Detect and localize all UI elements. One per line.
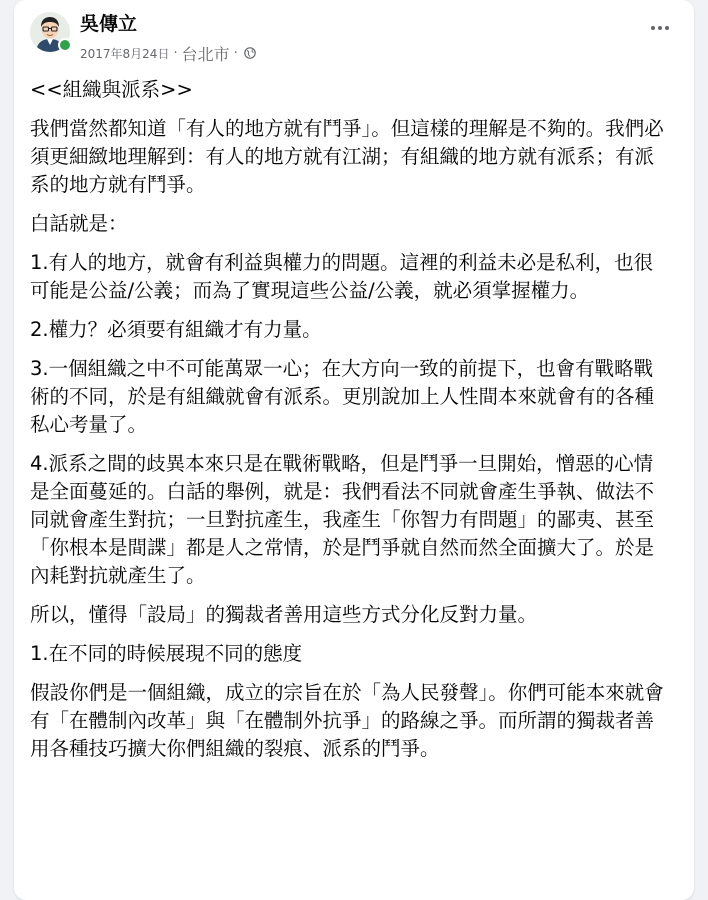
meta-separator-2: · — [233, 45, 238, 61]
globe-icon[interactable] — [244, 47, 256, 59]
more-horizontal-icon — [651, 26, 655, 30]
post-card — [14, 0, 694, 900]
post-paragraph: 白話就是： — [30, 212, 128, 235]
post-paragraph: 2.權力？必須要有組織才有力量。 — [30, 318, 322, 341]
author-name[interactable]: 吳傳立 — [80, 13, 138, 35]
post-paragraph: 1.在不同的時候展現不同的態度 — [30, 642, 303, 665]
post-location[interactable]: 台北市 — [181, 44, 230, 64]
post-paragraph: 所以，懂得「設局」的獨裁者善用這些方式分化反對力量。 — [30, 603, 538, 626]
post-date[interactable]: 2017年8月24日 — [80, 46, 170, 61]
post-body — [30, 76, 666, 774]
post-paragraph: 4.派系之間的歧異本來只是在戰術戰略，但是鬥爭一旦開始，憎惡的心情是全面蔓延的。白話的舉例，就是：我們看法不同就會產生爭執、做法不同就會產生對抗；一旦對抗產生，我產生「你智力有問題」的鄙夷、甚至「你根本是間諜」都是人之常情，於是鬥爭就自然而然全面擴大了。於是內耗對抗就產生了。 — [30, 452, 655, 587]
post-header — [14, 0, 694, 66]
more-options-button[interactable] — [642, 14, 678, 42]
post-paragraph: 3.一個組織之中不可能萬眾一心；在大方向一致的前提下，也會有戰略戰術的不同，於是有組織就會有派系。更別說加上人性間本來就會有的各種私心考量了。 — [30, 357, 655, 436]
post-paragraph: <<組織與派系>> — [30, 78, 193, 101]
post-paragraph: 1.有人的地方，就會有利益與權力的問題。這裡的利益未必是私利，也很可能是公益/公義；而為了實現這些公益/公義，就必須掌握權力。 — [30, 251, 654, 302]
avatar-link[interactable] — [30, 12, 70, 52]
more-horizontal-icon — [658, 26, 662, 30]
meta-separator: · — [173, 45, 178, 61]
post-meta — [80, 44, 256, 62]
post-paragraph: 假設你們是一個組織，成立的宗旨在於「為人民發聲」。你們可能本來就會有「在體制內改革」與「在體制外抗爭」的路線之爭。而所謂的獨裁者善用各種技巧擴大你們組織的裂痕、派系的鬥爭。 — [30, 681, 664, 760]
more-horizontal-icon — [665, 26, 669, 30]
online-status-indicator — [58, 38, 72, 52]
post-paragraph: 我們當然都知道「有人的地方就有鬥爭」。但這樣的理解是不夠的。我們必須更細緻地理解到：有人的地方就有江湖；有組織的地方就有派系；有派系的地方就有鬥爭。 — [30, 117, 664, 196]
